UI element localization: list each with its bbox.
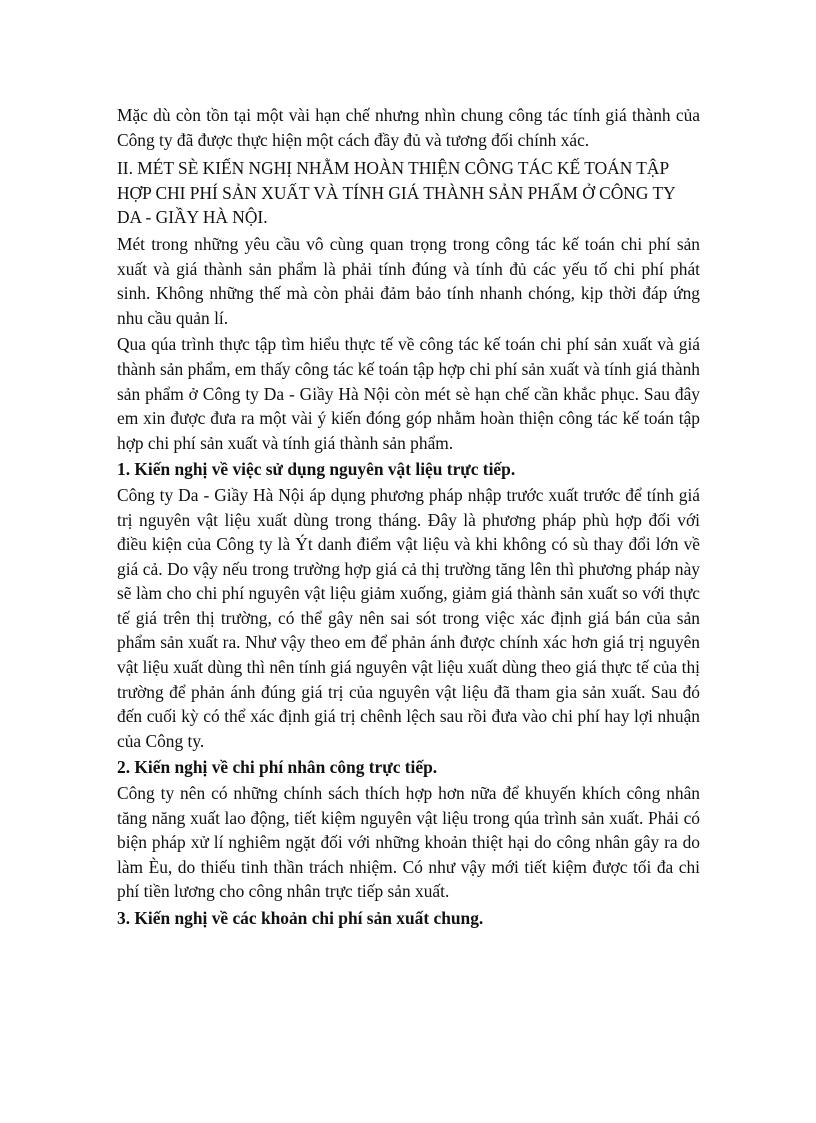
paragraph-requirements: Mét trong những yêu cầu vô cùng quan trọng trong công tác kế toán chi phí sản xuất và giá thành sản phẩm là phải tính đúng và tính đủ các yếu tố chi phí phát sinh. Không những thế mà còn phải đảm bảo tính nhanh chóng, kịp thời đáp ứng nhu cầu quản lí. <box>117 233 700 328</box>
heading-labor: 2. Kiến nghị về chi phí nhân công trực tiếp. <box>117 757 438 778</box>
paragraph-materials: Công ty Da - Giầy Hà Nội áp dụng phương pháp nhập trước xuất trước để tính giá trị nguyên vật liệu xuất dùng trong tháng. Đây là phương pháp phù hợp đối với điều kiện của Công ty là Ýt danh điểm vật liệu và khi không có sù thay đổi lớn về giá cả. Do vậy nếu trong trường hợp giá cả thị trường tăng lên thì phương pháp này sẽ làm cho chi phí nguyên vật liệu giảm xuống, giảm giá thành sản xuất so với thực tế giá trên thị trường, có thể gây nên sai sót trong việc xác định giá bán của sản phẩm sản xuất ra. Như vậy theo em để phản ánh được chính xác hơn giá trị nguyên vật liệu xuất dùng thì nên tính giá nguyên vật liệu xuất dùng theo giá thực tế của thị trường để phản ánh đúng giá trị của nguyên vật liệu đã tham gia sản xuất. Sau đó đến cuối kỳ có thể xác định giá trị chênh lệch sau rồi đưa vào chi phí hay lợi nhuận của Công ty. <box>117 484 700 751</box>
section-heading: II. MÉT SÈ KIẾN NGHỊ NHẰM HOÀN THIỆN CÔNG TÁC KẾ TOÁN TẬP HỢP CHI PHÍ SẢN XUẤT VÀ TÍNH GIÁ THÀNH SẢN PHẨM Ở CÔNG TY DA - GIẦY HÀ NỘI. <box>117 158 675 228</box>
heading-overhead: 3. Kiến nghị về các khoản chi phí sản xuất chung. <box>117 908 484 928</box>
document-page <box>117 103 700 932</box>
paragraph-labor: Công ty nên có những chính sách thích hợp hơn nữa để khuyến khích công nhân tăng năng xuất lao động, tiết kiệm nguyên vật liệu trong qúa trình sản xuất. Phải có biện pháp xử lí nghiêm ngặt đối với những khoản thiệt hại do công nhân gây ra do làm Èu, do thiếu tinh thần trách nhiệm. Có như vậy mới tiết kiệm được tối đa chi phí tiền lương cho công nhân trực tiếp sản xuất. <box>117 783 700 902</box>
paragraph-internship: Qua qúa trình thực tập tìm hiểu thực tế về công tác kế toán chi phí sản xuất và giá thành sản phẩm, em thấy công tác kế toán tập hợp chi phí sản xuất và tính giá thành sản phẩm ở Công ty Da - Giầy Hà Nội còn mét sè hạn chế cần khắc phục. Sau đây em xin được đưa ra một vài ý kiến đóng góp nhằm hoàn thiện công tác kế toán tập hợp chi phí sản xuất và tính giá thành sản phẩm. <box>117 334 700 453</box>
heading-materials: 1. Kiến nghị về việc sử dụng nguyên vật liệu trực tiếp. <box>117 459 516 480</box>
paragraph-intro: Mặc dù còn tồn tại một vài hạn chế nhưng nhìn chung công tác tính giá thành của Công ty đã được thực hiện một cách đầy đủ và tương đối chính xác. <box>117 105 700 150</box>
